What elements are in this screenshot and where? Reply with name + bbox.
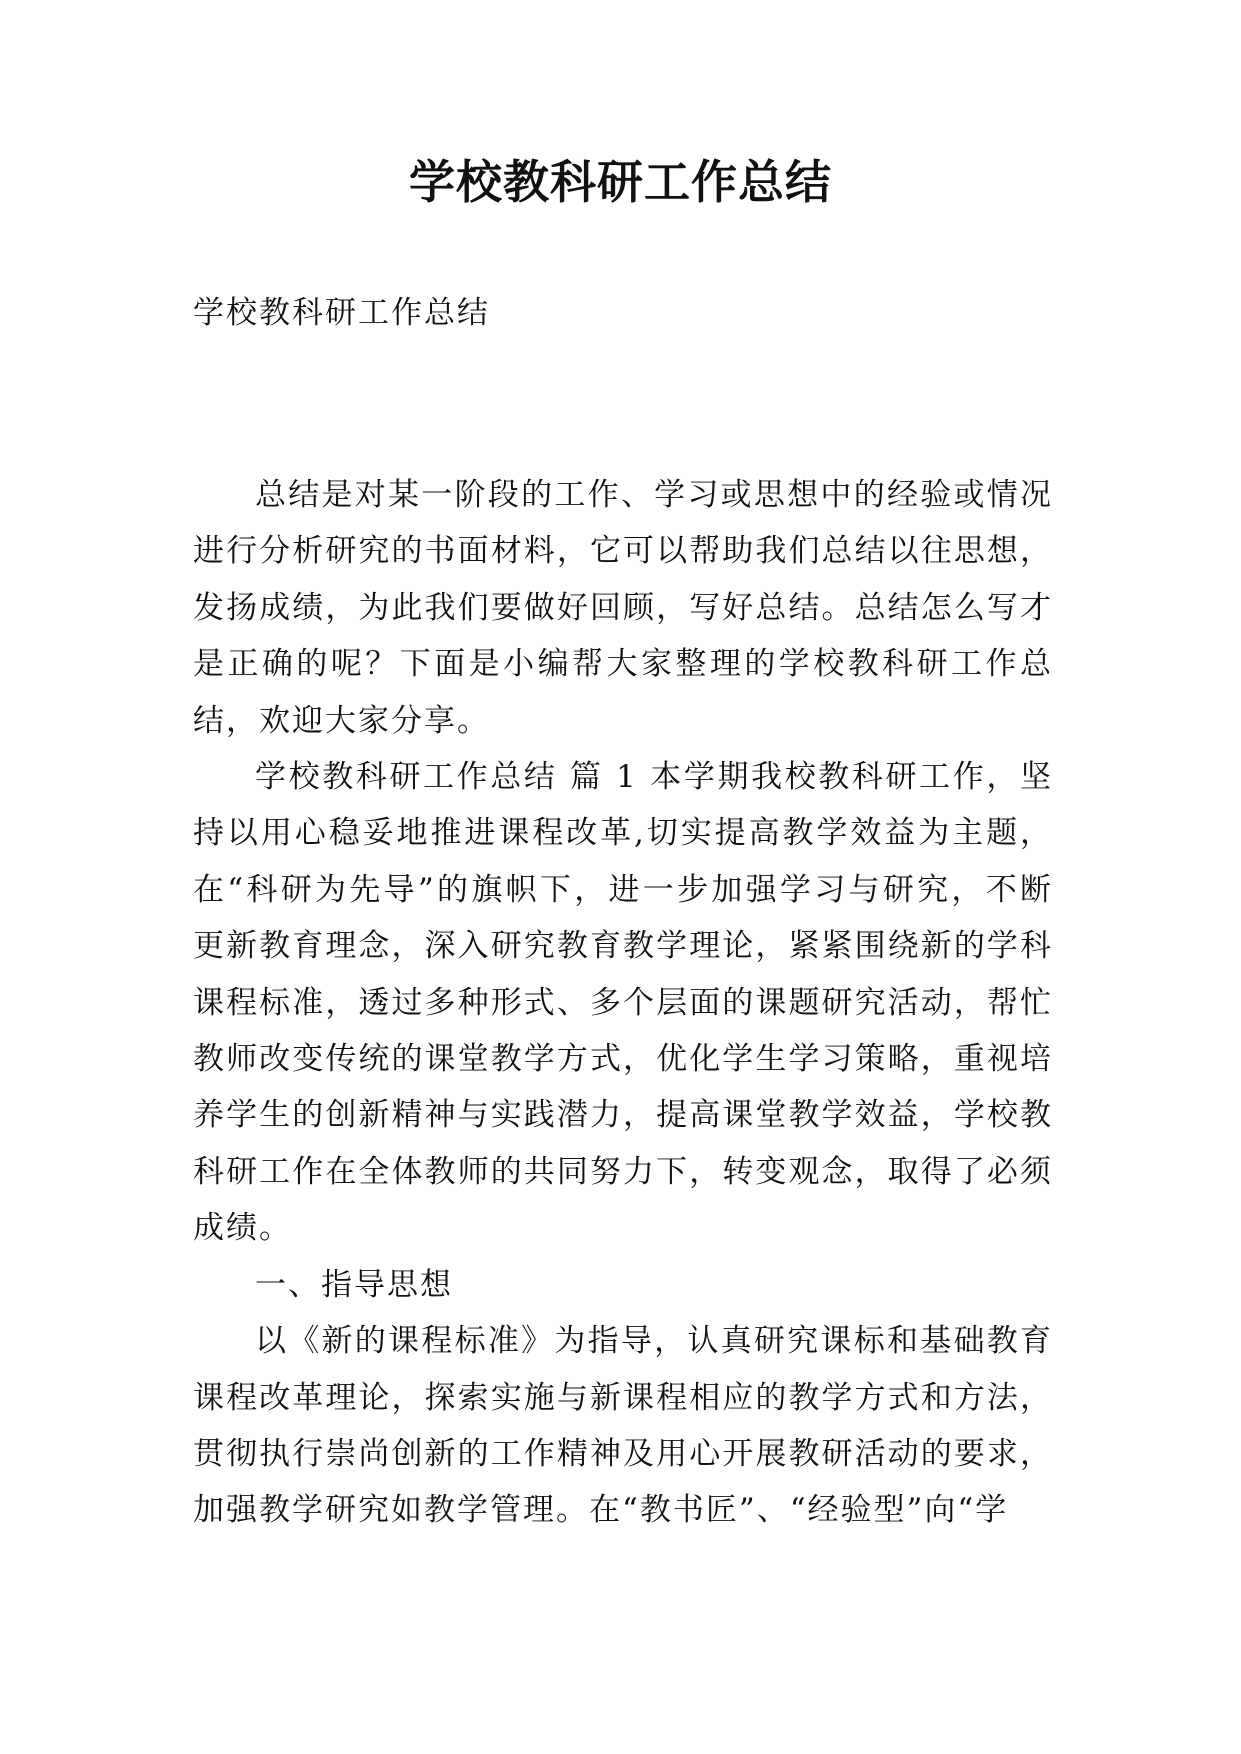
intro-paragraph: 总结是对某一阶段的工作、学习或思想中的经验或情况进行分析研究的书面材料，它可以帮助我们总结以往思想，发扬成绩，为此我们要做好回顾，写好总结。总结怎么写才是正确的呢？下面是小编帮大家整理的学校教科研工作总结，欢迎大家分享。	[193, 477, 1053, 739]
guiding-thought-paragraph: 以《新的课程标准》为指导，认真研究课标和基础教育课程改革理论，探索实施与新课程相应的教学方式和方法，贯彻执行崇尚创新的工作精神及用心开展教研活动的要求，加强教学研究如教学管理。在“教书匠”、“经验型”向“学	[193, 1323, 1053, 1529]
section-1-paragraph: 学校教科研工作总结 篇 1 本学期我校教科研工作，坚持以用心稳妥地推进课程改革,切实提高教学效益为主题，在“科研为先导”的旗帜下，进一步加强学习与研究，不断更新教育理念，深入研究教育教学理论，紧紧围绕新的学科课程标准，透过多种形式、多个层面的课题研究活动，帮忙教师改变传统的课堂教学方式，优化学生学习策略，重视培养学生的创新精神与实践潜力，提高课堂教学效益，学校教科研工作在全体教师的共同努力下，转变观念，取得了必须成绩。	[193, 759, 1053, 1247]
document-title: 学校教科研工作总结	[409, 155, 832, 209]
document-body	[193, 467, 1053, 1539]
document-subtitle: 学校教科研工作总结	[193, 295, 490, 331]
guiding-thought-heading: 一、指导思想	[255, 1266, 453, 1303]
